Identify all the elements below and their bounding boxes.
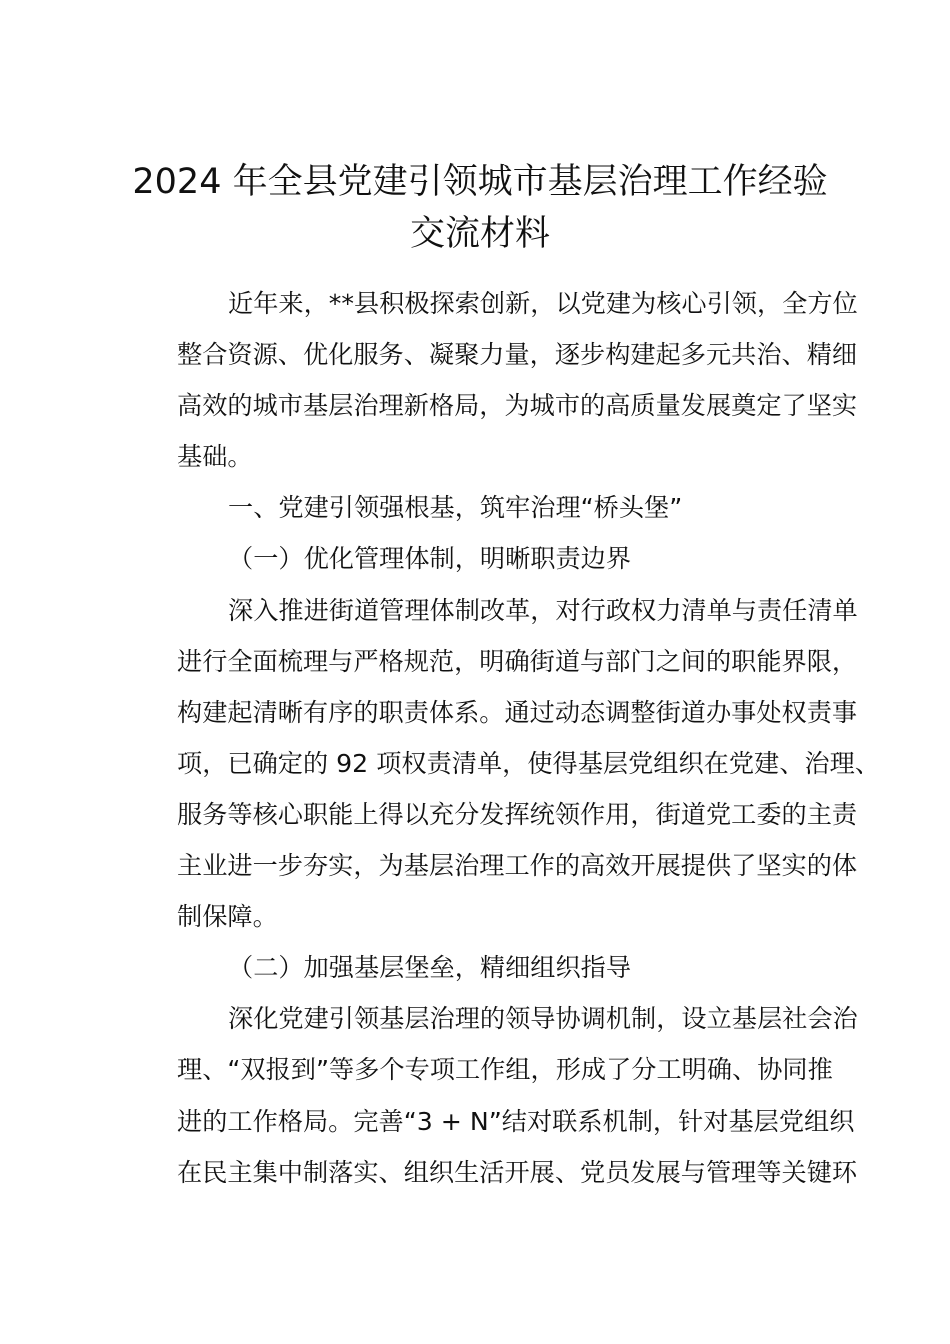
body-paragraph <box>126 993 858 1197</box>
text-line: 进的工作格局。完善“3 + N”结对联系机制，针对基层党组织 <box>177 1106 855 1136</box>
text-line: 项，已确定的 92 项权责清单，使得基层党组织在党建、治理、 <box>177 748 880 778</box>
text-line: 构建起清晰有序的职责体系。通过动态调整街道办事处权责事 <box>177 697 858 727</box>
document-body <box>126 278 880 1198</box>
text-line: 主业进一步夯实，为基层治理工作的高效开展提供了坚实的体 <box>177 851 858 881</box>
subsection-heading-2 <box>126 942 831 993</box>
text-line: 近年来，**县积极探索创新，以党建为核心引领，全方位 <box>228 289 858 318</box>
text-line: 基础。 <box>177 442 253 472</box>
intro-paragraph <box>126 278 858 482</box>
text-line: 理、“双报到”等多个专项工作组，形成了分工明确、协同推 <box>177 1055 833 1085</box>
title-line: 2024 年全县党建引领城市基层治理工作经验 <box>132 162 828 202</box>
document-title <box>100 156 860 260</box>
text-line: （二）加强基层堡垒，精细组织指导 <box>228 953 631 983</box>
text-line: 一、党建引领强根基，筑牢治理“桥头堡” <box>228 493 683 523</box>
text-line: 深化党建引领基层治理的领导协调机制，设立基层社会治 <box>228 1004 858 1034</box>
section-heading-1 <box>126 482 831 533</box>
subsection-heading-1 <box>126 533 831 584</box>
text-line: 深入推进街道管理体制改革，对行政权力清单与责任清单 <box>228 595 858 625</box>
text-line: 制保障。 <box>177 902 278 932</box>
text-line: 整合资源、优化服务、凝聚力量，逐步构建起多元共治、精细 <box>177 340 858 370</box>
body-paragraph <box>126 585 880 943</box>
text-line: 在民主集中制落实、组织生活开展、党员发展与管理等关键环 <box>177 1157 858 1187</box>
text-line: 进行全面梳理与严格规范，明确街道与部门之间的职能界限， <box>177 646 858 676</box>
text-line: （一）优化管理体制，明晰职责边界 <box>228 544 631 574</box>
text-line: 高效的城市基层治理新格局，为城市的高质量发展奠定了坚实 <box>177 391 858 421</box>
text-line: 服务等核心职能上得以充分发挥统领作用，街道党工委的主责 <box>177 799 858 829</box>
title-line: 交流材料 <box>409 214 550 254</box>
